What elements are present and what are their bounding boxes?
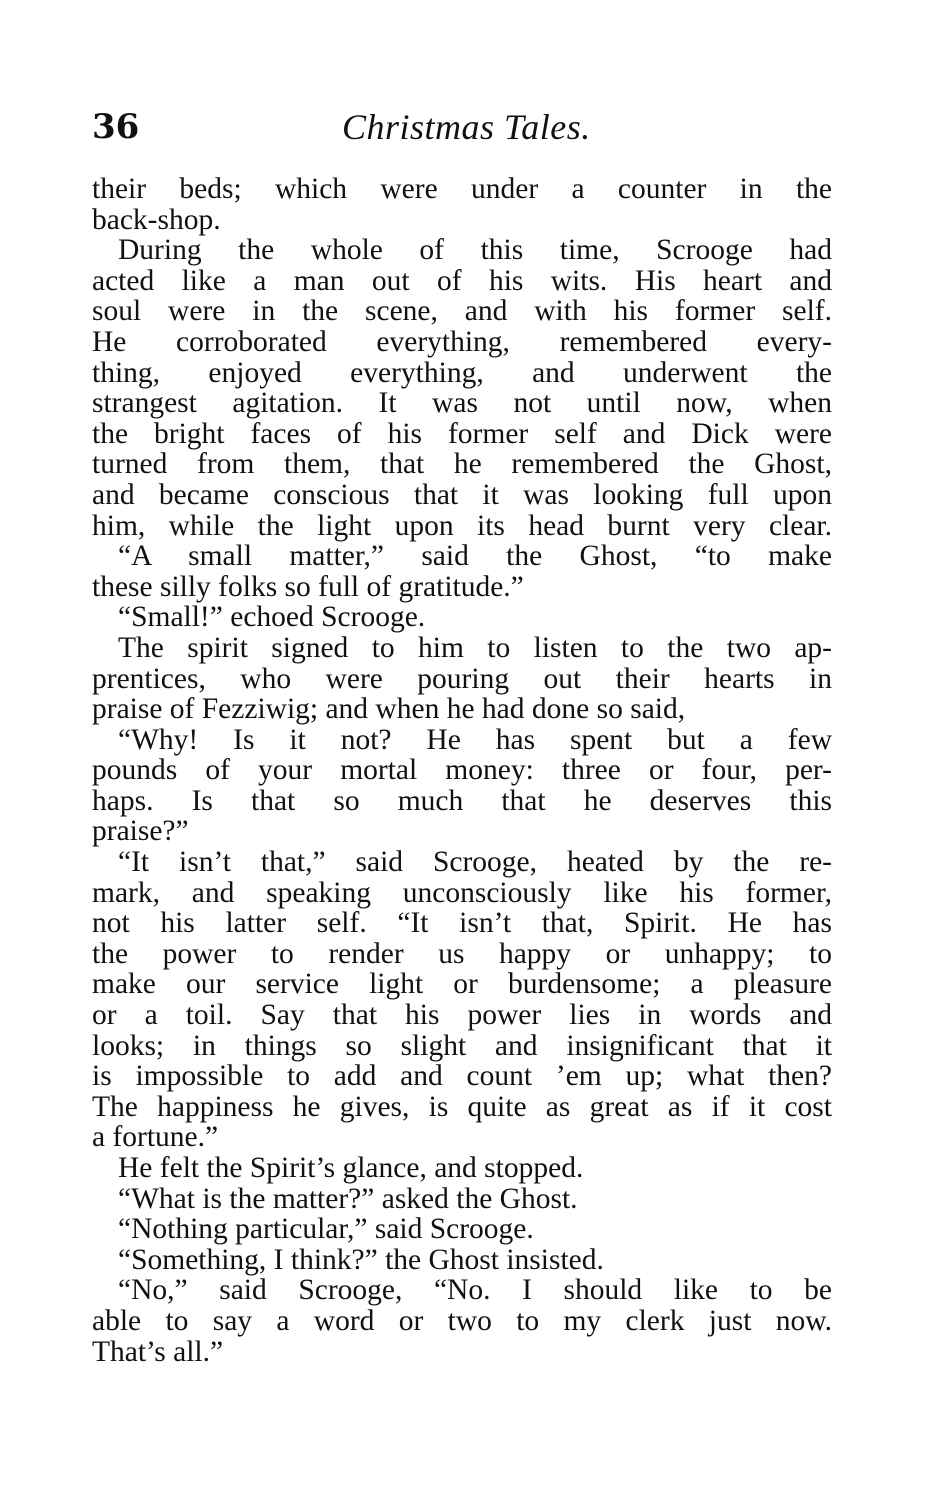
text-line: “Something, I think?” the Ghost insisted. bbox=[118, 1243, 604, 1276]
text-line: make our service light or burdensome; a pleasure bbox=[92, 968, 832, 1001]
text-line: haps. Is that so much that he deserves this bbox=[92, 784, 832, 817]
text-line: “Small!” echoed Scrooge. bbox=[118, 601, 426, 634]
text-line: the power to render us happy or unhappy; to bbox=[92, 937, 832, 970]
text-line: turned from them, that he remembered the Ghost, bbox=[92, 448, 832, 481]
text-line: praise?” bbox=[92, 815, 189, 848]
text-line: and became conscious that it was looking full upon bbox=[92, 478, 832, 511]
running-title: Christmas Tales. bbox=[342, 107, 591, 147]
text-line: That’s all.” bbox=[92, 1335, 224, 1368]
text-line: During the whole of this time, Scrooge had bbox=[118, 234, 832, 267]
text-line: these silly folks so full of gratitude.” bbox=[92, 570, 524, 603]
text-line: is impossible to add and count ’em up; what then? bbox=[92, 1060, 832, 1093]
text-line: “Why! Is it not? He has spent but a few bbox=[118, 723, 832, 756]
text-line: prentices, who were pouring out their hearts in bbox=[92, 662, 832, 695]
text-line: acted like a man out of his wits. His heart and bbox=[92, 264, 832, 297]
text-line: “What is the matter?” asked the Ghost. bbox=[118, 1182, 578, 1215]
text-line: pounds of your mortal money: three or four, per- bbox=[92, 754, 832, 787]
text-line: “A small matter,” said the Ghost, “to make bbox=[118, 540, 832, 573]
page-header bbox=[92, 102, 832, 152]
text-line: He felt the Spirit’s glance, and stopped. bbox=[118, 1152, 584, 1184]
text-line: “It isn’t that,” said Scrooge, heated by the re- bbox=[118, 846, 832, 879]
page-number: 36 bbox=[92, 107, 140, 147]
text-line: looks; in things so slight and insignificant that it bbox=[92, 1029, 832, 1062]
text-line: or a toil. Say that his power lies in words and bbox=[92, 999, 832, 1032]
text-line: The happiness he gives, is quite as great as if it cost bbox=[92, 1090, 832, 1123]
text-line: back-shop. bbox=[92, 203, 221, 236]
text-line: strangest agitation. It was not until now, when bbox=[92, 387, 832, 420]
body-text bbox=[92, 174, 832, 1367]
text-line: He corroborated everything, remembered every- bbox=[92, 325, 832, 358]
text-line: their beds; which were under a counter in the bbox=[92, 173, 832, 205]
text-line: The spirit signed to him to listen to the two ap- bbox=[118, 631, 832, 664]
text-line: praise of Fezziwig; and when he had done so said, bbox=[92, 693, 686, 726]
text-line: “Nothing particular,” said Scrooge. bbox=[118, 1213, 534, 1246]
text-line: him, while the light upon its head burnt very clear. bbox=[92, 509, 832, 542]
text-line: mark, and speaking unconsciously like his former, bbox=[92, 876, 832, 909]
text-line: not his latter self. “It isn’t that, Spirit. He has bbox=[92, 907, 832, 940]
text-line: thing, enjoyed everything, and underwent the bbox=[92, 356, 832, 389]
text-line: a fortune.” bbox=[92, 1121, 219, 1154]
text-line: the bright faces of his former self and Dick were bbox=[92, 417, 832, 450]
text-line: able to say a word or two to my clerk just now. bbox=[92, 1304, 832, 1337]
text-line: “No,” said Scrooge, “No. I should like to be bbox=[118, 1274, 832, 1307]
text-line: soul were in the scene, and with his former self. bbox=[92, 295, 832, 328]
